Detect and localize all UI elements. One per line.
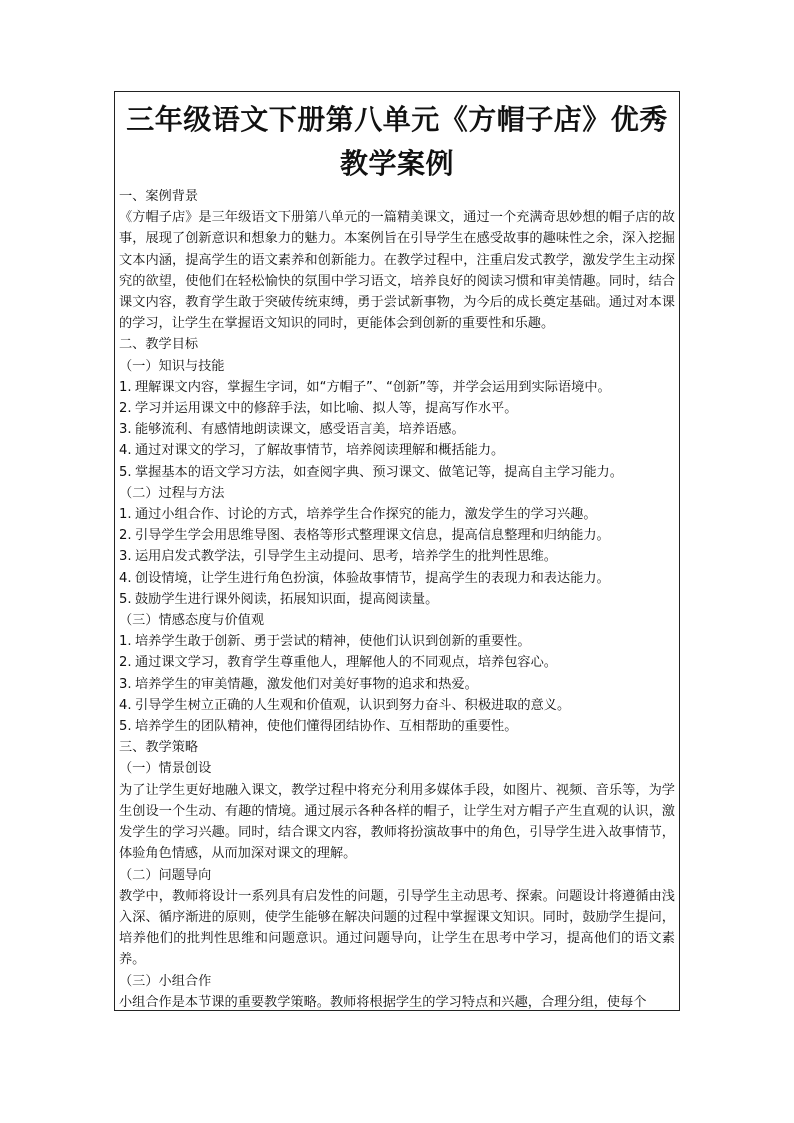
section-heading-strategies: 三、教学策略: [119, 740, 199, 756]
subheading-process-methods: （二）过程与方法: [119, 485, 225, 501]
subheading-attitudes-values: （三）情感态度与价值观: [119, 613, 265, 629]
background-paragraph: 《方帽子店》是三年级语文下册第八单元的一篇精美课文，通过一个充满奇思妙想的帽子店的故事，展现了创新意识和想象力的魅力。本案例旨在引导学生在感受故事的趣味性之余，深入挖掘文本内涵，提高学生的语文素养和创新能力。在教学过程中，注重启发式教学，激发学生主动探究的欲望，使他们在轻松愉快的氛围中学习语文，培养良好的阅读习惯和审美情趣。同时，结合课文内容，教育学生敢于突破传统束缚，勇于尝试新事物，为今后的成长奠定基础。通过对本课的学习，让学生在掌握语文知识的同时，更能体会到创新的重要性和乐趣。: [119, 210, 675, 332]
list-item: 3. 培养学生的审美情趣，激发他们对美好事物的追求和热爱。: [119, 676, 478, 692]
list-item: 5. 培养学生的团队精神，使他们懂得团结协作、互相帮助的重要性。: [119, 719, 518, 735]
document-title: 三年级语文下册第八单元《方帽子店》优秀教学案例: [126, 103, 668, 180]
problem-oriented-paragraph: 教学中，教师将设计一系列具有启发性的问题，引导学生主动思考、探索。问题设计将遵循由浅入深、循序渐进的原则，使学生能够在解决问题的过程中掌握课文知识。同时，鼓励学生提问，培养他们的批判性思维和问题意识。通过问题导向，让学生在思考中学习，提高他们的语文素养。: [119, 888, 675, 968]
subheading-scenario: （一）情景创设: [119, 761, 212, 777]
list-item: 4. 创设情境，让学生进行角色扮演，体验故事情节，提高学生的表现力和表达能力。: [119, 570, 610, 586]
group-cooperation-paragraph: 小组合作是本节课的重要教学策略。教师将根据学生的学习特点和兴趣，合理分组，使每个: [119, 994, 647, 1010]
scenario-paragraph: 为了让学生更好地融入课文，教学过程中将充分利用多媒体手段，如图片、视频、音乐等，为学生创设一个生动、有趣的情境。通过展示各种各样的帽子，让学生对方帽子产生直观的认识，激发学生的学习兴趣。同时，结合课文内容，教师将扮演故事中的角色，引导学生进入故事情节，体验角色情感，从而加深对课文的理解。: [119, 782, 675, 862]
list-item: 1. 理解课文内容，掌握生字词，如“方帽子”、“创新”等，并学会运用到实际语境中。: [119, 379, 611, 395]
list-item: 5. 鼓励学生进行课外阅读，拓展知识面，提高阅读量。: [119, 591, 439, 607]
section-heading-background: 一、案例背景: [119, 189, 199, 204]
list-item: 3. 运用启发式教学法，引导学生主动提问、思考，培养学生的批判性思维。: [119, 549, 557, 565]
list-item: 3. 能够流利、有感情地朗读课文，感受语言美，培养语感。: [119, 422, 465, 438]
list-item: 5. 掌握基本的语文学习方法，如查阅字典、预习课文、做笔记等，提高自主学习能力。: [119, 464, 623, 480]
list-item: 2. 通过课文学习，教育学生尊重他人，理解他人的不同观点，培养包容心。: [119, 655, 557, 671]
section-heading-objectives: 二、教学目标: [119, 337, 199, 353]
document-frame: [114, 91, 680, 1011]
list-item: 2. 学习并运用课文中的修辞手法，如比喻、拟人等，提高写作水平。: [119, 401, 518, 417]
subheading-problem-oriented: （二）问题导向: [119, 867, 212, 883]
list-item: 1. 通过小组合作、讨论的方式，培养学生合作探究的能力，激发学生的学习兴趣。: [119, 507, 597, 523]
list-item: 4. 通过对课文的学习，了解故事情节，培养阅读理解和概括能力。: [119, 443, 505, 459]
list-item: 2. 引导学生学会用思维导图、表格等形式整理课文信息，提高信息整理和归纳能力。: [119, 528, 610, 544]
subheading-group-cooperation: （三）小组合作: [119, 973, 212, 989]
document-body: [115, 92, 679, 1011]
list-item: 4. 引导学生树立正确的人生观和价值观，认识到努力奋斗、积极进取的意义。: [119, 697, 571, 713]
subheading-knowledge-skills: （一）知识与技能: [119, 358, 225, 374]
list-item: 1. 培养学生敢于创新、勇于尝试的精神，使他们认识到创新的重要性。: [119, 634, 531, 650]
